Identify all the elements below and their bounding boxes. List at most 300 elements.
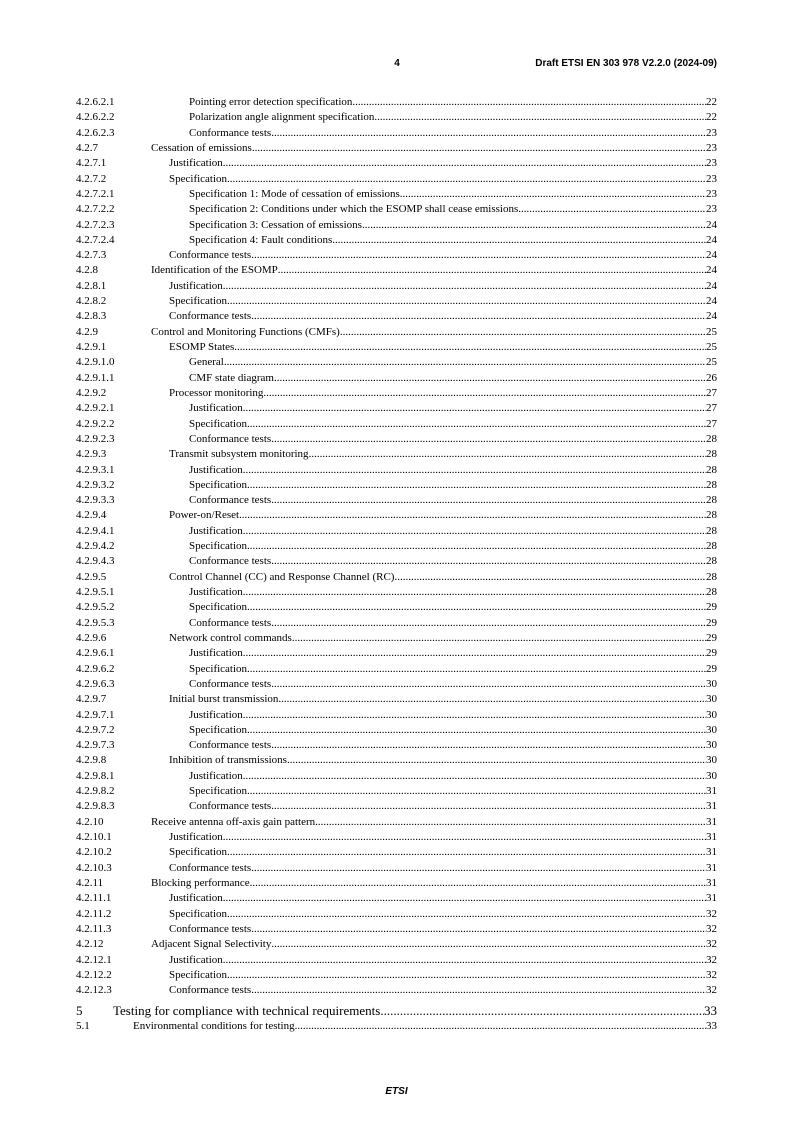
toc-entry[interactable] xyxy=(76,708,717,723)
toc-entry-line xyxy=(169,953,717,968)
toc-entry-title: Specification xyxy=(189,601,248,614)
toc-entry[interactable] xyxy=(76,600,717,615)
toc-entry-title: Blocking performance xyxy=(151,876,250,889)
toc-entry-page: 28 xyxy=(706,524,717,537)
toc-entry-line xyxy=(169,294,717,309)
toc-entry-line xyxy=(169,891,717,906)
toc-leader-dots xyxy=(315,815,706,830)
toc-entry[interactable] xyxy=(76,447,717,462)
toc-entry-page: 27 xyxy=(706,417,717,430)
toc-entry-title: Justification xyxy=(169,892,223,905)
toc-entry-number: 4.2.11.2 xyxy=(76,907,112,920)
toc-entry-line xyxy=(169,968,717,983)
toc-entry[interactable] xyxy=(76,218,717,233)
toc-entry[interactable] xyxy=(76,937,717,952)
toc-leader-dots xyxy=(274,371,706,386)
toc-entry-line xyxy=(189,478,717,493)
toc-entry-number: 4.2.9.5 xyxy=(76,570,107,583)
toc-entry-title: Justification xyxy=(189,586,243,598)
toc-entry-title: Control and Monitoring Functions (CMFs) xyxy=(151,325,340,338)
toc-entry-page: 28 xyxy=(706,448,717,461)
toc-entry-line xyxy=(189,110,717,125)
toc-entry-title: Conformance tests xyxy=(169,861,252,874)
toc-entry-title: Specification xyxy=(189,417,248,430)
toc-entry-line xyxy=(169,692,717,707)
toc-entry-title: Conformance tests xyxy=(169,310,252,323)
toc-leader-dots xyxy=(271,616,706,631)
toc-entry[interactable] xyxy=(76,769,717,784)
toc-entry-number: 4.2.7 xyxy=(76,141,98,154)
toc-entry-number: 4.2.10.1 xyxy=(76,831,112,843)
toc-entry-number: 4.2.12.2 xyxy=(76,968,112,981)
toc-entry-line xyxy=(169,631,717,646)
toc-entry-line xyxy=(189,600,717,615)
toc-entry-number: 4.2.9.5.1 xyxy=(76,586,115,598)
toc-entry-title: Polarization angle alignment specification xyxy=(189,111,375,124)
document-id: Draft ETSI EN 303 978 V2.2.0 (2024-09) xyxy=(535,58,717,69)
toc-entry-line xyxy=(151,263,717,278)
toc-entry[interactable] xyxy=(76,922,717,937)
toc-entry-title: Adjacent Signal Selectivity xyxy=(151,938,272,951)
toc-leader-dots xyxy=(271,126,706,141)
toc-entry-line xyxy=(151,141,717,156)
toc-entry[interactable] xyxy=(76,723,717,738)
toc-leader-dots xyxy=(243,585,706,600)
toc-entry[interactable] xyxy=(76,753,717,768)
toc-entry-page: 23 xyxy=(706,187,717,200)
toc-entry-page: 24 xyxy=(706,249,717,262)
toc-entry[interactable] xyxy=(76,371,717,386)
toc-leader-dots xyxy=(292,631,706,646)
toc-entry[interactable] xyxy=(76,110,717,125)
toc-entry-title: Specification xyxy=(169,172,228,185)
toc-entry-line xyxy=(169,983,717,998)
toc-entry-number: 4.2.9.1 xyxy=(76,341,107,353)
toc-entry-page: 31 xyxy=(706,846,717,859)
toc-entry-line xyxy=(189,371,717,386)
toc-entry-line xyxy=(113,1003,717,1019)
toc-entry-title: Justification xyxy=(189,524,243,537)
toc-entry[interactable] xyxy=(76,784,717,799)
toc-entry-page: 28 xyxy=(706,586,717,598)
toc-entry-line xyxy=(169,156,717,171)
toc-leader-dots xyxy=(227,172,706,187)
toc-entry-title: Specification 2: Conditions under which the ESOMP shall cease emissions xyxy=(189,203,519,216)
toc-entry-page: 29 xyxy=(706,601,717,614)
toc-entry-page: 33 xyxy=(704,1003,717,1019)
toc-leader-dots xyxy=(251,248,706,263)
toc-entry-number: 4.2.9.3.1 xyxy=(76,463,115,476)
toc-entry[interactable] xyxy=(76,248,717,263)
toc-entry-line xyxy=(169,172,717,187)
toc-entry[interactable] xyxy=(76,830,717,845)
toc-entry-title: Specification xyxy=(189,478,248,491)
toc-entry[interactable] xyxy=(76,126,717,141)
toc-leader-dots xyxy=(394,570,706,585)
toc-entry[interactable] xyxy=(76,202,717,217)
toc-entry-page: 28 xyxy=(706,432,717,445)
toc-entry-line xyxy=(169,830,717,845)
toc-entry-page: 33 xyxy=(706,1020,717,1033)
toc-entry-number: 4.2.9.5.2 xyxy=(76,601,115,614)
toc-entry[interactable] xyxy=(76,845,717,860)
toc-entry-number: 4.2.9.8.2 xyxy=(76,785,115,798)
toc-entry[interactable] xyxy=(76,585,717,600)
toc-entry-page: 32 xyxy=(706,984,717,997)
toc-leader-dots xyxy=(243,463,706,478)
toc-entry-number: 4.2.9.2.2 xyxy=(76,417,115,430)
toc-entry-title: Conformance tests xyxy=(169,922,252,935)
toc-entry[interactable] xyxy=(76,677,717,692)
toc-entry-page: 29 xyxy=(706,631,717,644)
toc-entry[interactable] xyxy=(76,478,717,493)
toc-entry-page: 31 xyxy=(706,800,717,813)
toc-entry-number: 4.2.9.3.2 xyxy=(76,478,115,491)
toc-entry-title: Specification 4: Fault conditions xyxy=(189,233,333,246)
toc-entry[interactable] xyxy=(76,539,717,554)
toc-entry-page: 24 xyxy=(706,233,717,246)
toc-entry[interactable] xyxy=(76,233,717,248)
toc-entry-page: 24 xyxy=(706,218,717,231)
toc-entry-line xyxy=(189,202,717,217)
toc-entry-title: Conformance tests xyxy=(189,616,272,629)
toc-entry-title: Power-on/Reset xyxy=(169,509,240,522)
toc-entry-page: 30 xyxy=(706,708,717,721)
toc-entry[interactable] xyxy=(76,815,717,830)
toc-entry[interactable] xyxy=(76,662,717,677)
toc-leader-dots xyxy=(287,753,706,768)
toc-entry[interactable] xyxy=(76,95,717,110)
toc-entry-number: 4.2.9.7 xyxy=(76,693,107,706)
toc-entry-line xyxy=(151,325,717,340)
toc-leader-dots xyxy=(251,983,706,998)
toc-entry-line xyxy=(189,708,717,723)
toc-entry[interactable] xyxy=(76,493,717,508)
toc-leader-dots xyxy=(374,110,706,125)
toc-entry-number: 4.2.9.3.3 xyxy=(76,494,115,507)
toc-leader-dots xyxy=(309,447,706,462)
toc-entry-title: Conformance tests xyxy=(189,494,272,507)
toc-entry-page: 29 xyxy=(706,647,717,660)
toc-leader-dots xyxy=(234,340,706,355)
toc-entry-number: 4.2.6.2.2 xyxy=(76,111,115,124)
toc-leader-dots xyxy=(332,233,706,248)
toc-entry[interactable] xyxy=(76,325,717,340)
toc-entry-title: Justification xyxy=(169,157,223,170)
toc-entry-line xyxy=(189,417,717,432)
toc-leader-dots xyxy=(223,953,706,968)
toc-entry-line xyxy=(189,723,717,738)
toc-leader-dots xyxy=(251,922,706,937)
toc-entry-number: 4.2.9.8 xyxy=(76,754,107,767)
toc-entry-number: 4.2.9.3 xyxy=(76,448,107,461)
toc-leader-dots xyxy=(400,187,706,202)
toc-entry-line xyxy=(189,524,717,539)
toc-entry-line xyxy=(133,1019,717,1034)
toc-leader-dots xyxy=(247,600,706,615)
toc-leader-dots xyxy=(247,417,706,432)
toc-entry-title: Justification xyxy=(189,647,243,660)
toc-entry-page: 24 xyxy=(706,264,717,277)
toc-entry-number: 4.2.9.5.3 xyxy=(76,616,115,629)
toc-leader-dots xyxy=(227,845,706,860)
toc-entry-line xyxy=(169,845,717,860)
toc-leader-dots xyxy=(227,968,706,983)
toc-entry-number: 4.2.8.1 xyxy=(76,279,107,292)
toc-entry-page: 31 xyxy=(706,815,717,828)
toc-entry-title: Control Channel (CC) and Response Channel (RC) xyxy=(169,570,395,583)
toc-entry-title: General xyxy=(189,356,224,369)
toc-entry-page: 30 xyxy=(706,739,717,752)
toc-entry[interactable] xyxy=(76,907,717,922)
toc-entry-page: 32 xyxy=(706,922,717,935)
toc-entry-line xyxy=(169,570,717,585)
toc-entry[interactable] xyxy=(76,861,717,876)
toc-entry[interactable] xyxy=(76,616,717,631)
toc-entry-number: 4.2.12.3 xyxy=(76,984,112,997)
toc-entry[interactable] xyxy=(76,432,717,447)
toc-entry-number: 4.2.11.3 xyxy=(76,922,112,935)
toc-entry-title: Testing for compliance with technical requirements xyxy=(113,1003,381,1019)
toc-entry-line xyxy=(189,677,717,692)
toc-entry-number: 4.2.9.1.1 xyxy=(76,371,115,384)
toc-entry-line xyxy=(189,646,717,661)
toc-entry-page: 26 xyxy=(706,371,717,384)
toc-entry-line xyxy=(189,401,717,416)
toc-entry-number: 4.2.9 xyxy=(76,325,98,338)
toc-leader-dots xyxy=(352,95,706,110)
toc-entry[interactable] xyxy=(76,876,717,891)
toc-entry[interactable] xyxy=(76,953,717,968)
page-footer: ETSI xyxy=(385,1086,408,1097)
toc-entry-title: Inhibition of transmissions xyxy=(169,754,287,767)
toc-entry-title: Identification of the ESOMP xyxy=(151,264,278,277)
toc-entry-line xyxy=(169,248,717,263)
toc-entry[interactable] xyxy=(76,508,717,523)
toc-entry-page: 23 xyxy=(706,141,717,154)
toc-entry-title: Conformance tests xyxy=(169,249,252,262)
toc-entry-title: Specification xyxy=(189,723,248,736)
toc-entry-page: 30 xyxy=(706,693,717,706)
toc-entry-number: 4.2.9.6.1 xyxy=(76,647,115,660)
toc-leader-dots xyxy=(223,156,706,171)
toc-entry[interactable] xyxy=(76,799,717,814)
toc-leader-dots xyxy=(271,554,706,569)
toc-entry-title: Specification xyxy=(189,662,248,675)
toc-entry-page: 27 xyxy=(706,402,717,415)
toc-leader-dots xyxy=(271,677,706,692)
toc-entry-line xyxy=(151,876,717,891)
toc-entry-line xyxy=(189,616,717,631)
toc-leader-dots xyxy=(243,524,706,539)
toc-entry[interactable] xyxy=(76,355,717,370)
toc-leader-dots xyxy=(518,202,706,217)
toc-entry-line xyxy=(189,662,717,677)
toc-entry-number: 4.2.9.6.3 xyxy=(76,677,115,690)
toc-entry-title: Justification xyxy=(169,953,223,966)
toc-entry-number: 4.2.7.2 xyxy=(76,172,107,185)
toc-entry-line xyxy=(169,447,717,462)
toc-entry-title: Justification xyxy=(189,708,243,721)
toc-entry-number: 4.2.7.1 xyxy=(76,157,107,170)
toc-entry[interactable] xyxy=(76,386,717,401)
toc-entry-title: Conformance tests xyxy=(169,984,252,997)
toc-entry-page: 32 xyxy=(706,938,717,951)
toc-entry-page: 24 xyxy=(706,295,717,308)
toc-entry-title: Specification xyxy=(189,540,248,553)
toc-leader-dots xyxy=(247,662,706,677)
toc-leader-dots xyxy=(243,769,706,784)
toc-entry-page: 28 xyxy=(706,570,717,583)
toc-entry-page: 24 xyxy=(706,310,717,323)
toc-entry-title: Specification xyxy=(169,907,228,920)
toc-entry-number: 4.2.9.8.1 xyxy=(76,769,115,782)
toc-entry-page: 30 xyxy=(706,677,717,690)
toc-entry-line xyxy=(189,233,717,248)
toc-entry[interactable] xyxy=(76,340,717,355)
toc-entry[interactable] xyxy=(76,309,717,324)
toc-entry-line xyxy=(151,815,717,830)
toc-entry-number: 4.2.7.2.4 xyxy=(76,233,115,246)
toc-entry-number: 4.2.9.6.2 xyxy=(76,662,115,675)
toc-entry-line xyxy=(189,769,717,784)
toc-entry-line xyxy=(169,922,717,937)
toc-entry-title: Transmit subsystem monitoring xyxy=(169,448,309,461)
page-header xyxy=(0,58,793,72)
toc-entry-number: 4.2.9.2.1 xyxy=(76,402,115,415)
toc-entry[interactable] xyxy=(76,570,717,585)
toc-entry-number: 4.2.7.2.2 xyxy=(76,203,115,216)
toc-entry-page: 28 xyxy=(706,463,717,476)
toc-entry-number: 4.2.9.8.3 xyxy=(76,800,115,813)
toc-entry-page: 28 xyxy=(706,478,717,491)
toc-entry-line xyxy=(189,493,717,508)
toc-entry-title: Processor monitoring xyxy=(169,386,264,399)
toc-leader-dots xyxy=(247,539,706,554)
toc-leader-dots xyxy=(250,876,706,891)
toc-entry-title: CMF state diagram xyxy=(189,371,274,384)
toc-leader-dots xyxy=(247,478,706,493)
toc-entry-line xyxy=(189,738,717,753)
toc-entry-page: 31 xyxy=(706,831,717,843)
toc-entry[interactable] xyxy=(76,968,717,983)
toc-entry-page: 28 xyxy=(706,540,717,553)
toc-entry-number: 4.2.6.2.1 xyxy=(76,96,115,108)
toc-entry-line xyxy=(189,432,717,447)
toc-entry-number: 4.2.12 xyxy=(76,938,104,951)
toc-leader-dots xyxy=(243,401,706,416)
toc-entry-page: 30 xyxy=(706,754,717,767)
toc-entry-number: 4.2.10 xyxy=(76,815,104,828)
toc-entry-number: 4.2.9.2 xyxy=(76,386,107,399)
toc-leader-dots xyxy=(223,279,706,294)
toc-entry-number: 4.2.9.6 xyxy=(76,631,107,644)
toc-entry-page: 22 xyxy=(706,111,717,124)
toc-leader-dots xyxy=(243,708,706,723)
page-number: 4 xyxy=(394,58,400,69)
toc-entry-line xyxy=(189,126,717,141)
toc-entry[interactable] xyxy=(76,187,717,202)
toc-entry-title: Conformance tests xyxy=(189,555,272,568)
toc-entry-line xyxy=(169,340,717,355)
toc-entry-title: Environmental conditions for testing xyxy=(133,1020,295,1033)
toc-entry[interactable] xyxy=(76,463,717,478)
toc-entry[interactable] xyxy=(76,141,717,156)
toc-entry-number: 4.2.8.2 xyxy=(76,295,107,308)
toc-entry-line xyxy=(189,799,717,814)
toc-entry[interactable] xyxy=(76,983,717,998)
toc-entry[interactable] xyxy=(76,156,717,171)
toc-entry-page: 27 xyxy=(706,386,717,399)
toc-entry[interactable] xyxy=(76,738,717,753)
toc-entry-line xyxy=(169,309,717,324)
toc-entry-page: 23 xyxy=(706,157,717,170)
toc-entry-page: 32 xyxy=(706,907,717,920)
toc-entry-title: Specification 3: Cessation of emissions xyxy=(189,218,362,231)
toc-entry-title: Justification xyxy=(189,769,243,782)
toc-entry[interactable] xyxy=(76,524,717,539)
toc-entry[interactable] xyxy=(76,692,717,707)
toc-entry[interactable] xyxy=(76,263,717,278)
toc-leader-dots xyxy=(271,493,706,508)
toc-entry-line xyxy=(189,554,717,569)
toc-entry-page: 30 xyxy=(706,769,717,782)
toc-entry-number: 5 xyxy=(76,1003,83,1019)
toc-entry-number: 4.2.10.2 xyxy=(76,846,112,859)
toc-leader-dots xyxy=(224,355,706,370)
toc-leader-dots xyxy=(340,325,706,340)
toc-leader-dots xyxy=(271,738,706,753)
toc-entry[interactable] xyxy=(76,279,717,294)
toc-entry[interactable] xyxy=(76,1019,717,1034)
toc-entry-title: Justification xyxy=(169,279,223,292)
toc-leader-dots xyxy=(223,891,706,906)
toc-entry-page: 28 xyxy=(706,494,717,507)
toc-entry-title: Specification xyxy=(169,295,228,308)
toc-entry-line xyxy=(169,753,717,768)
toc-entry-title: Conformance tests xyxy=(189,432,272,445)
toc-leader-dots xyxy=(239,508,706,523)
toc-entry[interactable] xyxy=(76,646,717,661)
toc-entry-number: 4.2.7.2.1 xyxy=(76,187,115,200)
toc-entry-page: 29 xyxy=(706,662,717,675)
toc-entry-page: 32 xyxy=(706,953,717,966)
toc-entry-line xyxy=(169,907,717,922)
toc-entry-number: 4.2.8 xyxy=(76,264,98,277)
toc-entry[interactable] xyxy=(76,172,717,187)
toc-entry[interactable] xyxy=(76,554,717,569)
toc-entry[interactable] xyxy=(76,294,717,309)
toc-entry-title: Specification xyxy=(169,968,228,981)
toc-leader-dots xyxy=(295,1019,706,1034)
toc-leader-dots xyxy=(223,830,706,845)
toc-entry-number: 4.2.9.7.1 xyxy=(76,708,115,721)
toc-leader-dots xyxy=(278,692,706,707)
toc-entry[interactable] xyxy=(76,631,717,646)
toc-entry-number: 4.2.9.4.1 xyxy=(76,524,115,537)
toc-entry-page: 31 xyxy=(706,861,717,874)
toc-entry-title: Specification 1: Mode of cessation of emissions xyxy=(189,187,400,200)
toc-entry[interactable] xyxy=(76,1003,717,1019)
toc-entry-title: Justification xyxy=(189,463,243,476)
toc-entry-number: 4.2.9.1.0 xyxy=(76,356,115,369)
toc-entry-page: 31 xyxy=(706,892,717,905)
toc-entry[interactable] xyxy=(76,891,717,906)
toc-entry-number: 4.2.9.7.2 xyxy=(76,723,115,736)
toc-leader-dots xyxy=(263,386,706,401)
toc-entry[interactable] xyxy=(76,401,717,416)
toc-entry[interactable] xyxy=(76,417,717,432)
